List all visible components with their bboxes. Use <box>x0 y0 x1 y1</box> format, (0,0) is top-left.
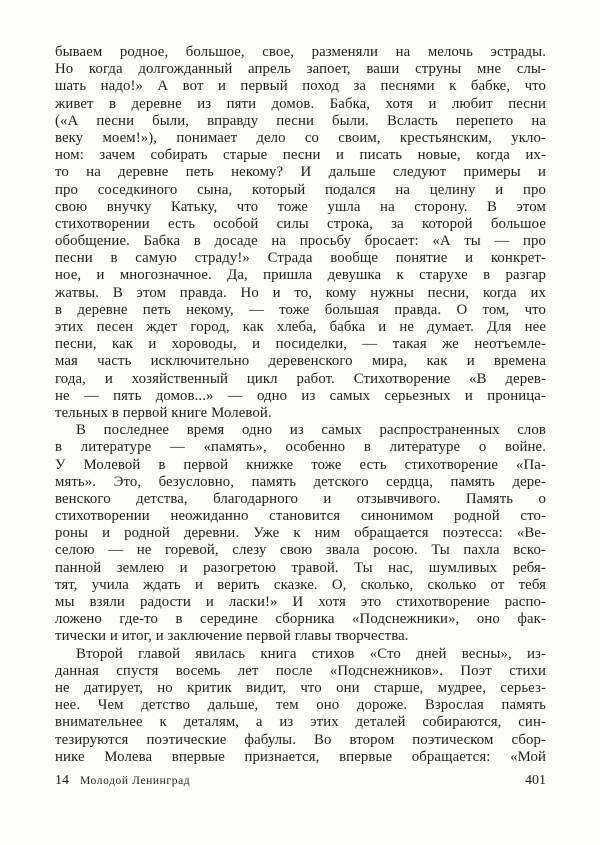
text-line: песни, как и хороводы, и посиделки, — такая же неотъемле- <box>55 336 546 353</box>
text-line: песни в самую страду!» Страда вообще понятие и конкрет- <box>55 250 546 267</box>
text-line: в литературе — «память», особенно в литературе о войне. <box>55 439 546 456</box>
text-line: нее. Чем детство дальше, тем оно дороже. Взрослая память <box>55 697 546 714</box>
text-line: венского детства, благодарного и отзывчивого. Память о <box>55 490 546 507</box>
text-line: У Молевой в первой книжке тоже есть стихотворение «Па- <box>55 456 546 473</box>
page-text <box>55 44 546 766</box>
text-line: мая часть исключительно деревенского мира, как и времена <box>55 353 546 370</box>
text-line: мы взяли радости и ласки!» И хотя это стихотворение распо- <box>55 594 546 610</box>
text-line: ном: зачем собирать старые песни и писать новые, когда их- <box>55 147 546 164</box>
text-line: мять». Это, безусловно, память детского сердца, память дере- <box>55 473 546 490</box>
text-line: нике Молева впервые признается, впервые обращается: «Мой <box>55 748 546 765</box>
text-line: ложено где-то в середине сборника «Подснежники», оно фак- <box>55 611 546 628</box>
text-line: тельных в первой книге Молевой. <box>55 404 272 421</box>
text-line: тически и итог, и заключение первой главы творчества. <box>55 628 409 645</box>
series-title: Молодой Ленинград <box>80 775 191 787</box>
text-line: шать надо!» А вот и первый поход за песнями к бабке, что <box>55 78 546 95</box>
text-line: жатвы. В этом правда. Но и то, кому нужны песни, когда их <box>55 284 546 301</box>
text-line: («А песни были, вправду песни были. Всласть перепето на <box>55 112 546 129</box>
text-line: веку моем!»), понимает дело со своим, крестьянским, укло- <box>55 129 546 146</box>
text-line-paragraph-start: В последнее время одно из самых распространенных слов <box>76 422 546 439</box>
text-line: тезируются поэтические фабулы. Во втором поэтическом сбор- <box>55 731 546 748</box>
footer-left <box>55 773 190 789</box>
text-line: ное, и многозначное. Да, пришла девушка к старухе в разгар <box>55 267 546 284</box>
text-line: стихотворении есть особой силы строка, за которой большое <box>55 215 546 232</box>
text-line: в деревне петь некому, — тоже большая правда. О том, что <box>55 301 546 318</box>
text-line: про соседкиного сына, который подался на целину и про <box>55 181 546 198</box>
text-line: роны и родной деревни. Уже к ним обращается поэтесса: «Ве- <box>55 525 546 542</box>
text-line: обобщение. Бабка в досаде на просьбу бросает: «А ты — про <box>55 233 546 250</box>
text-line: года, и хозяйственный цикл работ. Стихотворение «В дерев- <box>55 370 546 387</box>
text-line: тят, учила ждать и верить сказке. О, сколько, сколько от тебя <box>55 576 546 593</box>
page-number: 401 <box>525 773 546 788</box>
text-line: не — пять домов...» — одно из самых серьезных и проница- <box>55 387 546 404</box>
text-line: стихотворении неожиданно становится синонимом родной сто- <box>55 508 546 525</box>
text-line-paragraph-start: Второй главой явилась книга стихов «Сто дней весны», из- <box>76 645 546 662</box>
page-footer <box>55 773 546 789</box>
text-line: этих песен ждет город, как хлеба, бабка и не думает. Для нее <box>55 319 546 335</box>
signature-mark: 14 <box>55 773 69 788</box>
text-line: живет в деревне из пяти домов. Бабка, хотя и любит песни <box>55 95 546 112</box>
text-line: свою внучку Катьку, что тоже ушла на сторону. В этом <box>55 198 546 215</box>
text-line: Но когда долгожданный апрель запоет, ваши струны мне слы- <box>55 61 546 78</box>
text-line: панной землею и разогретою травой. Ты нас, шумливых ребя- <box>55 559 546 576</box>
text-line: данная спустя восемь лет после «Подснежников». Поэт стихи <box>55 662 546 679</box>
text-line: внимательнее к деталям, а из этих деталей собираются, син- <box>55 714 546 731</box>
text-line: селою — не горевой, слезу свою звала росою. Ты пахла вско- <box>55 542 546 559</box>
text-line: не датирует, но критик видит, что они старше, мудрее, серьез- <box>55 679 546 696</box>
text-line: то на деревне петь некому? И дальше следуют примеры и <box>55 164 546 181</box>
text-line: бываем родное, большое, свое, разменяли на мелочь эстрады. <box>55 44 546 60</box>
